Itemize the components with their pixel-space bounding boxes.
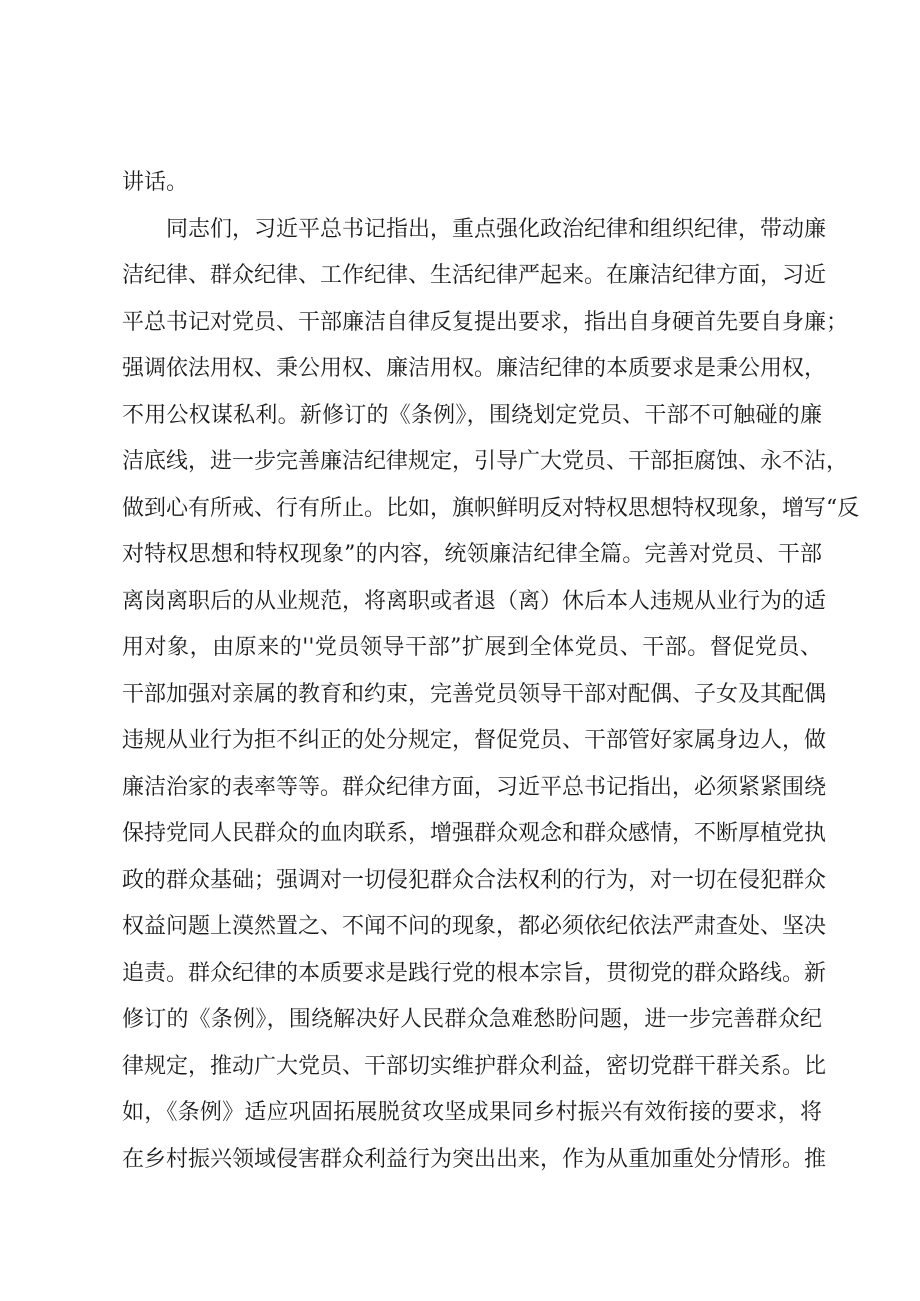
text-line: 离岗离职后的从业规范，将离职或者退（离）休后本人违规从业行为的适 [122, 588, 827, 614]
text-line: 权益问题上漠然置之、不闻不问的现象，都必须依纪依法严肃查处、坚决 [122, 914, 827, 939]
text-line: 如，《条例》适应巩固拓展脱贫攻坚成果同乡村振兴有效衔接的要求，将 [122, 1100, 822, 1125]
text-line: 讲话。 [122, 170, 189, 195]
text-line: 做到心有所戒、行有所止。比如，旗帜鲜明反对特权思想特权现象，增写“反 [122, 495, 860, 521]
text-line: 廉洁治家的表率等等。群众纪律方面，习近平总书记指出，必须紧紧围绕 [122, 774, 827, 800]
text-line: 干部加强对亲属的教育和约束，完善党员领导干部对配偶、子女及其配偶 [122, 681, 827, 707]
text-line: 洁纪律、群众纪律、工作纪律、生活纪律严起来。在廉洁纪律方面，习近 [122, 263, 827, 288]
text-line: 同志们，习近平总书记指出，重点强化政治纪律和组织纪律，带动廉 [166, 216, 827, 242]
text-line: 律规定，推动广大党员、干部切实维护群众利益，密切党群干群关系。比 [122, 1053, 827, 1079]
text-line: 修订的《条例》，围绕解决好人民群众急难愁盼问题，进一步完善群众纪 [122, 1007, 822, 1032]
text-line: 平总书记对党员、干部廉洁自律反复提出要求，指出自身硬首先要自身廉； [122, 309, 849, 335]
text-line: 在乡村振兴领域侵害群众利益行为突出出来，作为从重加重处分情形。推 [122, 1146, 827, 1172]
text-line: 洁底线，进一步完善廉洁纪律规定，引导广大党员、干部拒腐蚀、永不沾， [122, 449, 849, 474]
text-line: 对特权思想和特权现象”的内容，统领廉洁纪律全篇。完善对党员、干部 [122, 542, 822, 567]
text-line: 强调依法用权、秉公用权、廉洁用权。廉洁纪律的本质要求是秉公用权， [122, 356, 827, 381]
body-text [122, 160, 860, 1183]
text-line: 违规从业行为拒不纠正的处分规定，督促党员、干部管好家属身边人，做 [122, 728, 827, 753]
text-line: 保持党同人民群众的血肉联系，增强群众观念和群众感情，不断厚植党执 [122, 821, 827, 846]
text-line: 不用公权谋私利。新修订的《条例》，围绕划定党员、干部不可触碰的廉 [122, 402, 822, 428]
text-line: 政的群众基础；强调对一切侵犯群众合法权利的行为，对一切在侵犯群众 [122, 867, 827, 893]
text-line: 追责。群众纪律的本质要求是践行党的根本宗旨，贯彻党的群众路线。新 [122, 960, 827, 986]
text-line: 用对象，由原来的''党员领导干部”扩展到全体党员、干部。督促党员、 [122, 635, 822, 660]
